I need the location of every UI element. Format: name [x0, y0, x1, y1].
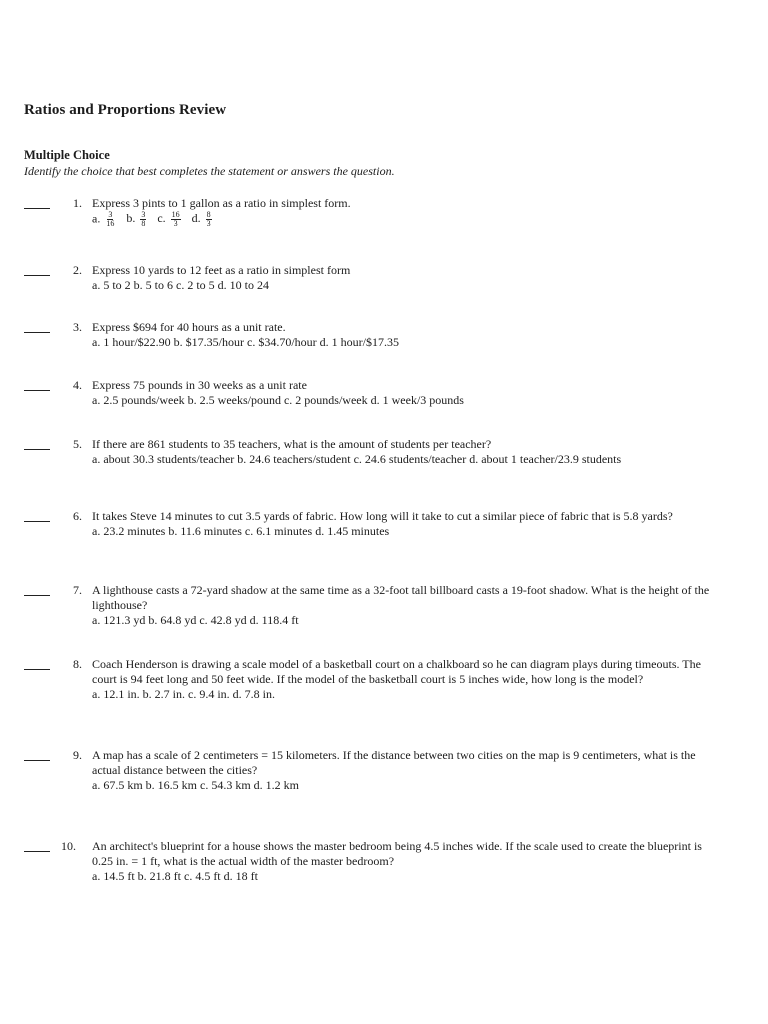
question-number: 6.: [73, 509, 82, 523]
question-body: [92, 263, 712, 293]
question-body: [92, 196, 712, 228]
question-text: Express 3 pints to 1 gallon as a ratio in simplest form.: [92, 196, 351, 210]
choice-fraction: $\frac{3}{16}$: [106, 210, 115, 228]
answer-choices: a. 14.5 ft b. 21.8 ft c. 4.5 ft d. 18 ft: [92, 869, 258, 883]
question-body: [92, 839, 712, 884]
question-text: It takes Steve 14 minutes to cut 3.5 yards of fabric. How long will it take to cut a similar piece of fabric that is 5.8 yards?: [92, 509, 673, 523]
section-instructions: Identify the choice that best completes the statement or answers the question.: [24, 164, 395, 178]
answer-choices: a. about 30.3 students/teacher b. 24.6 teachers/student c. 24.6 students/teacher d. about 1 teacher/23.9 students: [92, 452, 622, 466]
answer-choices: a. 2.5 pounds/week b. 2.5 weeks/pound c. 2 pounds/week d. 1 week/3 pounds: [92, 393, 464, 407]
choice-label: b.: [126, 211, 136, 226]
question-text: A map has a scale of 2 centimeters = 15 kilometers. If the distance between two cities on the map is 9 centimeters, what is the actual distance between the cities?: [92, 748, 696, 777]
choice-label: a.: [92, 211, 101, 226]
answer-blank[interactable]: [24, 208, 50, 209]
choice-fraction: $\frac{3}{8}$: [141, 210, 146, 228]
question-number: 2.: [73, 263, 82, 277]
question-number: 8.: [73, 657, 82, 671]
answer-choices: a. 12.1 in. b. 2.7 in. c. 9.4 in. d. 7.8 in.: [92, 687, 275, 701]
question-number: 9.: [73, 748, 82, 762]
question-number: 7.: [73, 583, 82, 597]
choice-fraction: $\frac{8}{3}$: [206, 210, 211, 228]
question-text: Express $694 for 40 hours as a unit rate.: [92, 320, 286, 334]
question-text: Express 75 pounds in 30 weeks as a unit rate: [92, 378, 307, 392]
answer-blank[interactable]: [24, 449, 50, 450]
choice-label: c.: [157, 211, 166, 226]
question-body: [92, 583, 712, 628]
question-number: 3.: [73, 320, 82, 334]
question-text: If there are 861 students to 35 teachers, what is the amount of students per teacher?: [92, 437, 492, 451]
answer-blank[interactable]: [24, 390, 50, 391]
answer-blank[interactable]: [24, 851, 50, 852]
question-text: Express 10 yards to 12 feet as a ratio in simplest form: [92, 263, 351, 277]
answer-choices: a. 23.2 minutes b. 11.6 minutes c. 6.1 minutes d. 1.45 minutes: [92, 524, 390, 538]
question-body: [92, 748, 712, 793]
answer-blank[interactable]: [24, 521, 50, 522]
question-text: A lighthouse casts a 72-yard shadow at the same time as a 32-foot tall billboard casts a 19-foot shadow. What is the height of the lighthouse?: [92, 583, 710, 612]
answer-blank[interactable]: [24, 332, 50, 333]
question-number: 1.: [73, 196, 82, 210]
question-text: An architect's blueprint for a house shows the master bedroom being 4.5 inches wide. If the scale used to create the blueprint is 0.25 in. = 1 ft, what is the actual width of the master bedroom?: [92, 839, 702, 868]
answer-choices: a. 121.3 yd b. 64.8 yd c. 42.8 yd d. 118.4 ft: [92, 613, 299, 627]
answer-blank[interactable]: [24, 760, 50, 761]
answer-blank[interactable]: [24, 275, 50, 276]
question-body: [92, 657, 712, 702]
answer-choices: [92, 211, 712, 228]
question-body: [92, 320, 712, 350]
answer-blank[interactable]: [24, 669, 50, 670]
answer-choices: a. 1 hour/$22.90 b. $17.35/hour c. $34.70/hour d. 1 hour/$17.35: [92, 335, 399, 349]
question-body: [92, 437, 712, 467]
question-body: [92, 378, 712, 408]
answer-choices: a. 5 to 2 b. 5 to 6 c. 2 to 5 d. 10 to 24: [92, 278, 269, 292]
question-body: [92, 509, 712, 539]
section-title: Multiple Choice: [24, 148, 110, 162]
question-number: 4.: [73, 378, 82, 392]
question-text: Coach Henderson is drawing a scale model of a basketball court on a chalkboard so he can diagram plays during timeouts. The court is 94 feet long and 50 feet wide. If the model of the basketball court is 5 inches wide, how long is the model?: [92, 657, 701, 686]
question-number: 5.: [73, 437, 82, 451]
question-number: 10.: [61, 839, 76, 853]
choice-label: d.: [191, 211, 201, 226]
page-title: Ratios and Proportions Review: [24, 102, 227, 118]
answer-blank[interactable]: [24, 595, 50, 596]
choice-fraction: $\frac{16}{3}$: [171, 210, 180, 228]
answer-choices: a. 67.5 km b. 16.5 km c. 54.3 km d. 1.2 km: [92, 778, 299, 792]
